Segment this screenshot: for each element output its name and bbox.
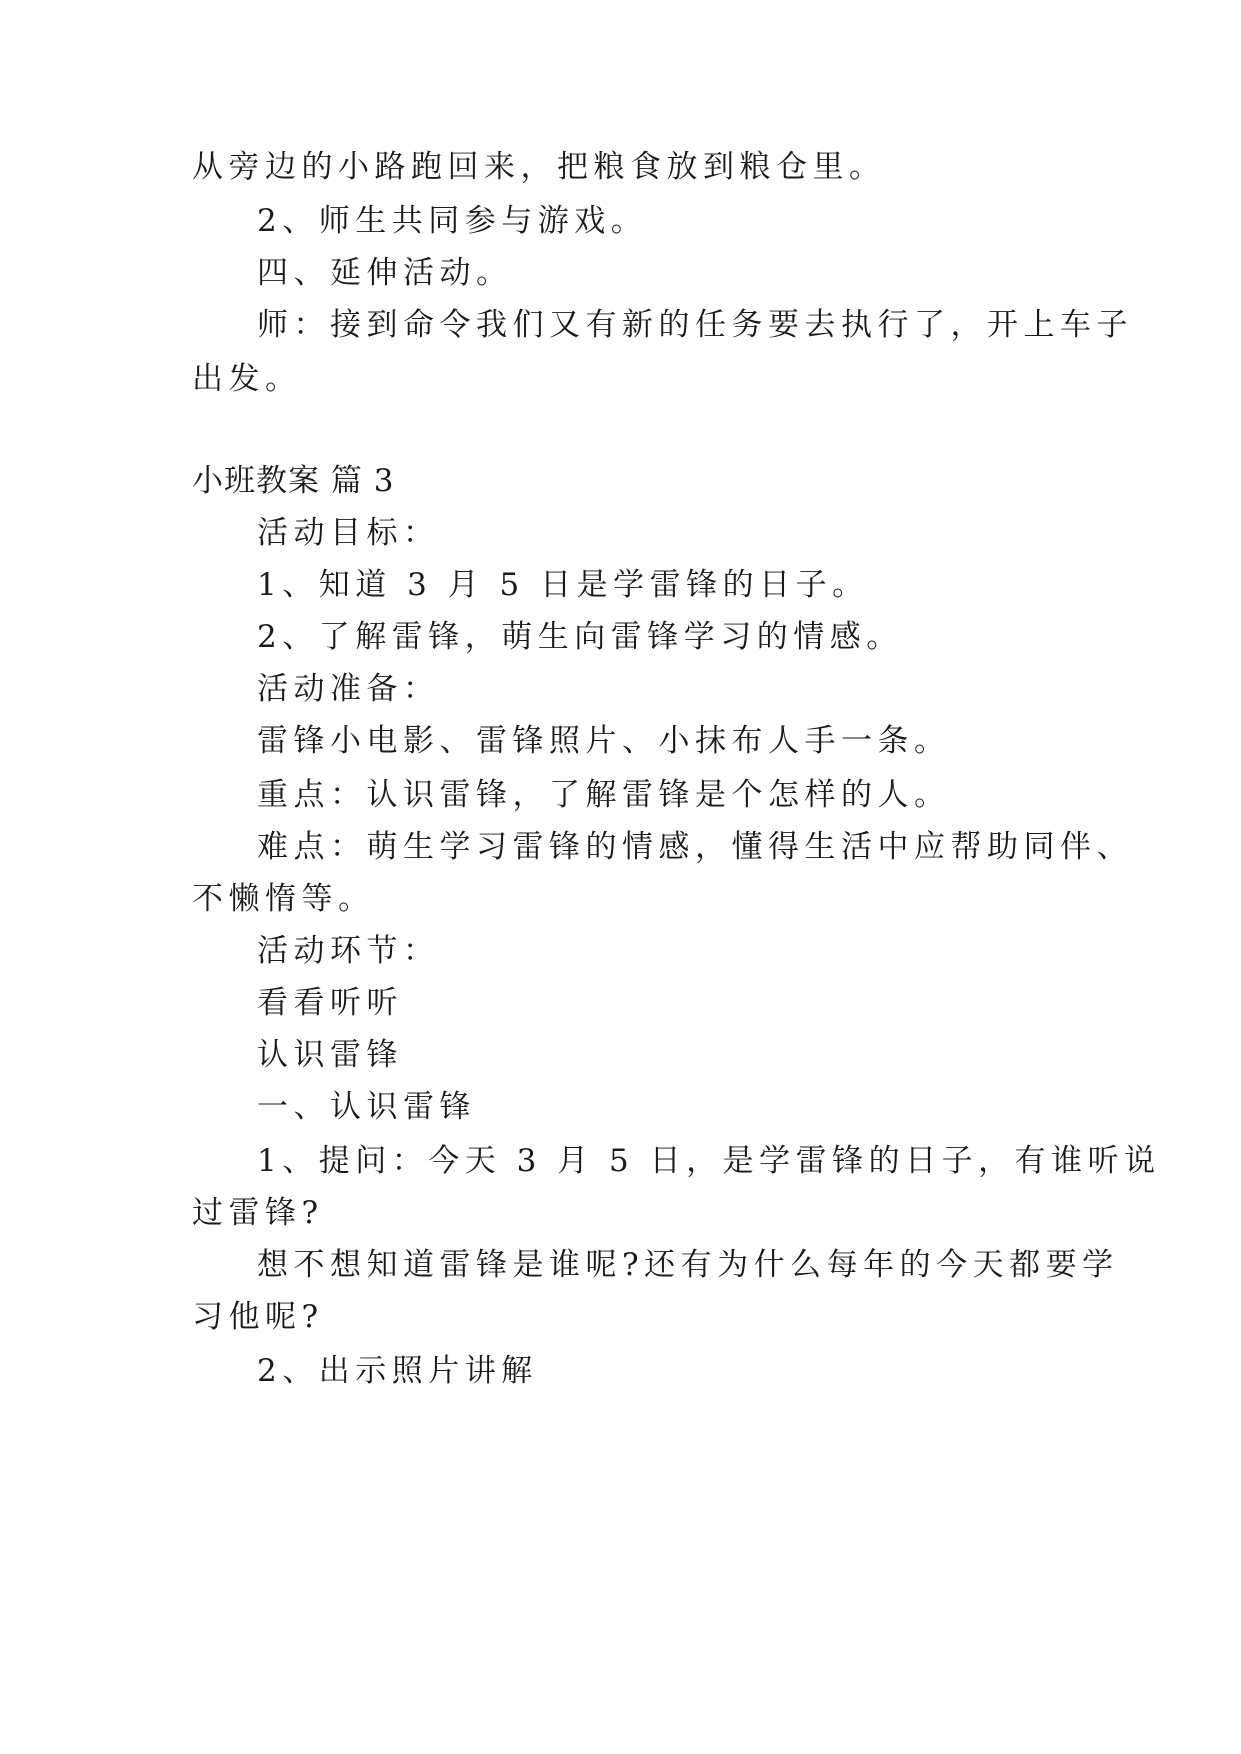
- goals-label: 活动目标：: [257, 515, 440, 551]
- difficulty-point: 难点：萌生学习雷锋的情感，懂得生活中应帮助同伴、: [257, 829, 1133, 865]
- steps-label: 活动环节：: [257, 933, 440, 969]
- section-heading: 四、延伸活动。: [257, 255, 513, 291]
- paragraph-line: 2、师生共同参与游戏。: [257, 203, 648, 239]
- part-title: 一、认识雷锋: [257, 1089, 476, 1125]
- paragraph-line: 想不想知道雷锋是谁呢?还有为什么每年的今天都要学: [257, 1247, 1119, 1283]
- lesson-title: 小班教案 篇 3: [192, 463, 395, 499]
- goal-item: 2、了解雷锋，萌生向雷锋学习的情感。: [257, 619, 903, 655]
- paragraph-line: 从旁边的小路跑回来，把粮食放到粮仓里。: [192, 149, 886, 185]
- paragraph-line: 过雷锋?: [192, 1195, 324, 1231]
- paragraph-line: 2、出示照片讲解: [257, 1353, 538, 1389]
- step-item: 看看听听: [257, 985, 403, 1021]
- prep-label: 活动准备：: [257, 671, 440, 707]
- paragraph-line: 1、提问：今天 3 月 5 日，是学雷锋的日子，有谁听说: [257, 1143, 1161, 1179]
- difficulty-point-cont: 不懒惰等。: [192, 881, 375, 917]
- paragraph-line: 出发。: [192, 361, 302, 397]
- paragraph-line: 师：接到命令我们又有新的任务要去执行了，开上车子: [257, 307, 1133, 343]
- paragraph-line: 习他呢?: [192, 1299, 324, 1335]
- goal-item: 1、知道 3 月 5 日是学雷锋的日子。: [257, 567, 869, 603]
- step-item: 认识雷锋: [257, 1037, 403, 1073]
- key-point: 重点：认识雷锋，了解雷锋是个怎样的人。: [257, 777, 951, 813]
- prep-items: 雷锋小电影、雷锋照片、小抹布人手一条。: [257, 723, 951, 759]
